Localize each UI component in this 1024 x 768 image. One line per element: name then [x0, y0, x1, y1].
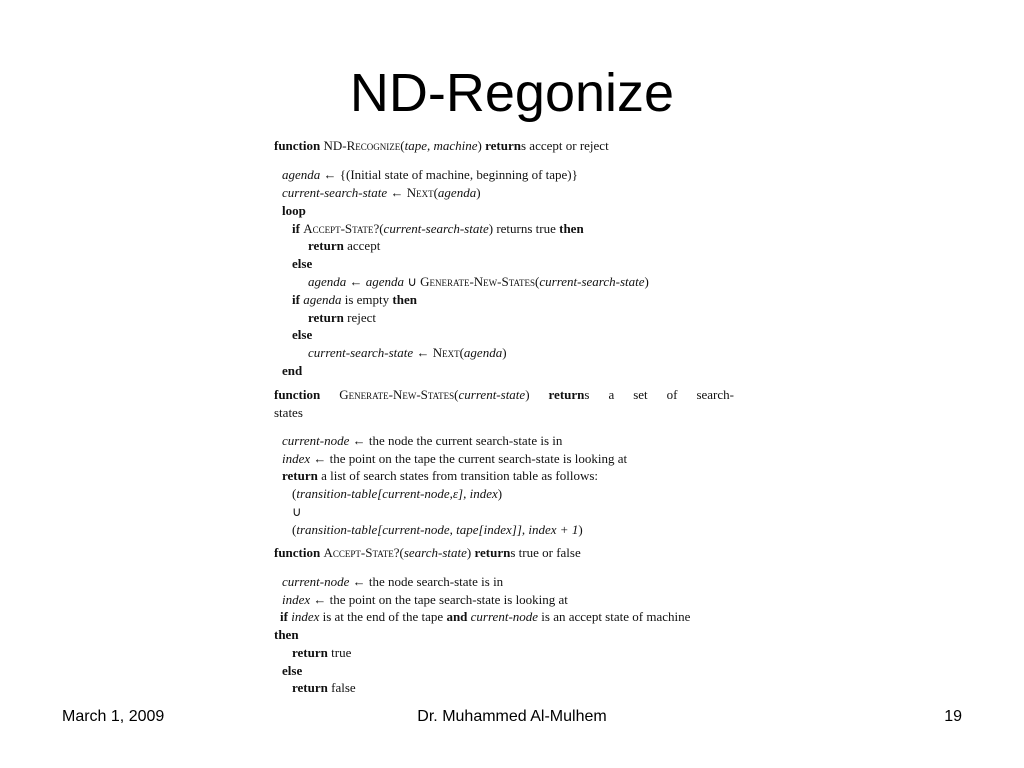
slide-title: ND-Regonize — [349, 63, 675, 123]
algo-line-11: else — [292, 327, 313, 342]
algo-line-4: loop — [282, 203, 306, 218]
algo-line-5: if Accept-State?(current-search-state) returns true then — [292, 221, 584, 236]
algo-line-14: function Generate-New-States(current-state) returns a set of search- — [274, 387, 734, 402]
algo-line-27: return true — [292, 645, 352, 660]
algo-line-12: current-search-state ← Next(agenda) — [308, 345, 507, 360]
algo-line-28: else — [282, 663, 303, 678]
algo-line-24: index ← the point on the tape search-state is looking at — [282, 592, 568, 607]
algo-line-3: current-search-state ← Next(agenda) — [282, 185, 481, 200]
footer-page-number: 19 — [944, 708, 962, 725]
algo-line-20: ∪ — [292, 504, 302, 519]
algo-line-21: (transition-table[current-node, tape[index]], index + 1) — [292, 522, 583, 537]
algo-line-22: function Accept-State?(search-state) returns true or false — [274, 545, 581, 560]
algo-line-19: (transition-table[current-node,ε], index) — [292, 486, 503, 501]
algo-line-10: return reject — [308, 310, 376, 325]
algo-line-17: index ← the point on the tape the current search-state is looking at — [282, 451, 628, 466]
footer-date: March 1, 2009 — [62, 708, 165, 725]
algo-line-23: current-node ← the node search-state is in — [282, 574, 504, 589]
algo-line-29: return false — [292, 680, 356, 695]
algo-line-7: else — [292, 256, 313, 271]
footer-author: Dr. Muhammed Al-Mulhem — [417, 708, 607, 725]
algo-line-2: agenda ← {(Initial state of machine, beginning of tape)} — [282, 167, 578, 182]
algo-line-26: then — [274, 627, 299, 642]
algo-line-1: function ND-Recognize(tape, machine) returns accept or reject — [274, 138, 609, 153]
algo-line-15: states — [274, 405, 303, 420]
algo-line-25: if index is at the end of the tape and current-node is an accept state of machine — [280, 609, 691, 624]
algo-line-16: current-node ← the node the current search-state is in — [282, 433, 563, 448]
algo-line-13: end — [282, 363, 303, 378]
algo-line-9: if agenda is empty then — [292, 292, 417, 307]
algo-line-8: agenda ← agenda ∪ Generate-New-States(current-search-state) — [308, 274, 649, 289]
algo-line-6: return accept — [308, 238, 381, 253]
algo-line-18: return a list of search states from transition table as follows: — [282, 468, 599, 483]
